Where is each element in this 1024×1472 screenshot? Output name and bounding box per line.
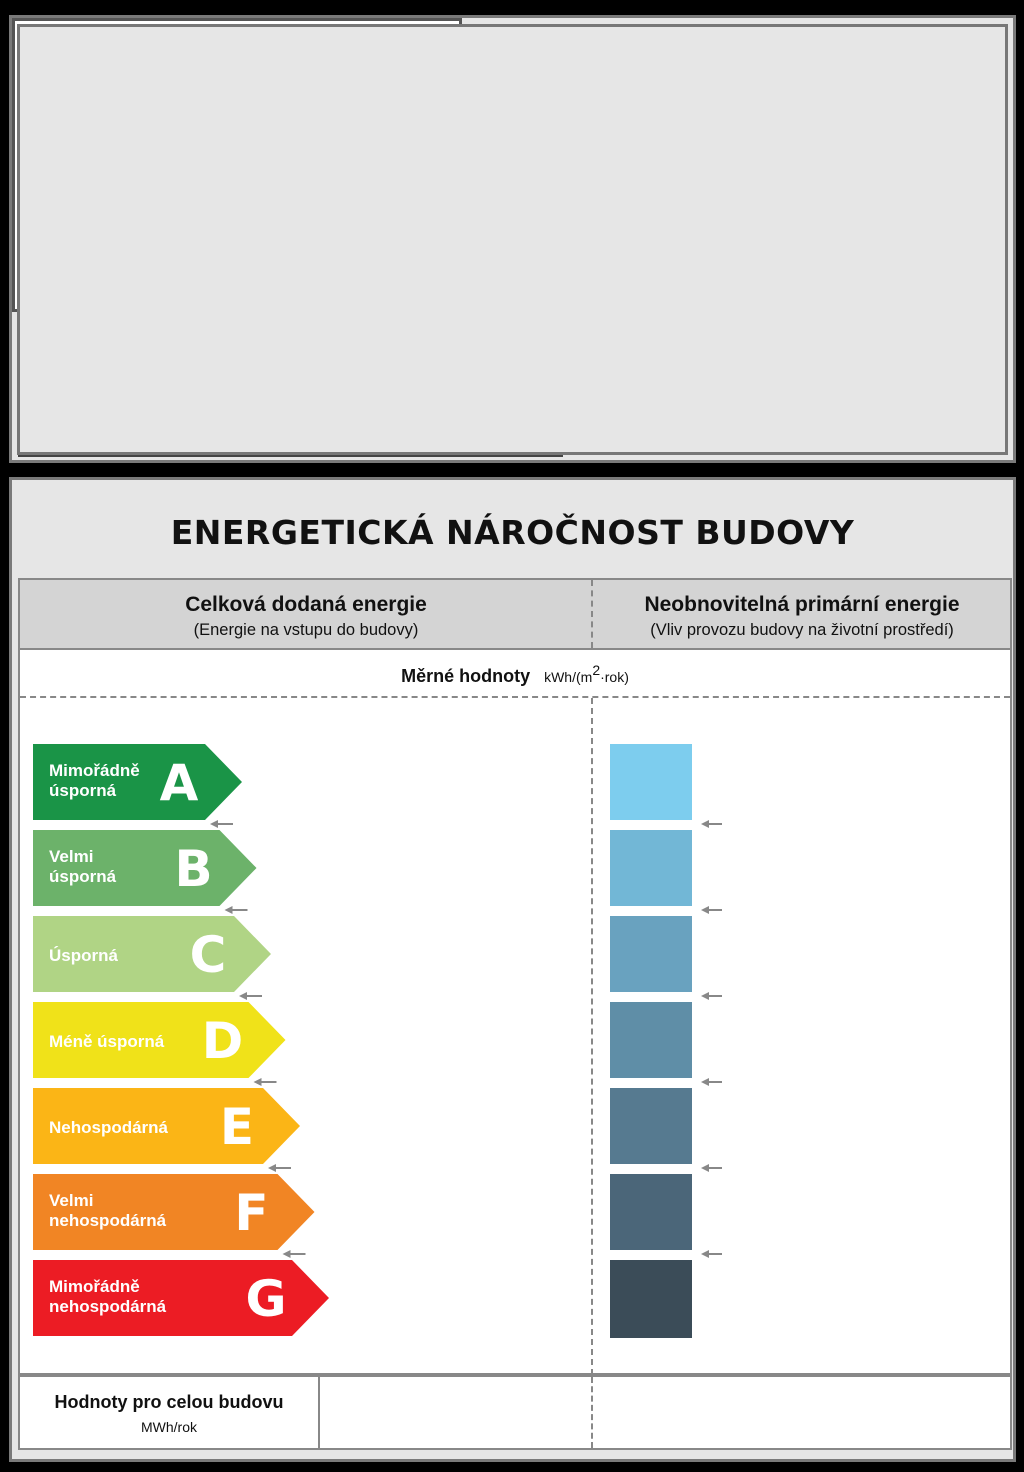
rating-scale-graphic xyxy=(20,650,1010,1375)
class-b-label-line1: Velmi xyxy=(49,847,94,866)
totals-row xyxy=(18,1375,1012,1450)
primary-scale-segment-1 xyxy=(610,744,692,820)
class-d-label: Méně úsporná xyxy=(49,1032,165,1051)
class-e-letter: E xyxy=(219,1098,255,1156)
class-d-letter: D xyxy=(201,1012,244,1070)
class-a-label-line1: Mimořádně xyxy=(49,761,140,780)
boundary-marker-head-4-primary xyxy=(701,1078,709,1086)
boundary-marker-head-f-delivered xyxy=(283,1250,291,1258)
building-photo-placeholder xyxy=(17,24,1008,455)
boundary-marker-head-a-delivered xyxy=(210,820,218,828)
primary-scale-segment-6 xyxy=(610,1174,692,1250)
class-f-label-line2: nehospodárná xyxy=(49,1211,167,1230)
class-b-label-line2: úsporná xyxy=(49,867,117,886)
delivered-energy-header xyxy=(20,580,592,648)
totals-unit: MWh/rok xyxy=(141,1419,197,1435)
class-b-letter: B xyxy=(174,840,213,898)
primary-scale-segment-2 xyxy=(610,830,692,906)
totals-divider xyxy=(591,1377,593,1448)
boundary-marker-head-b-delivered xyxy=(225,906,233,914)
specific-values-unit: kWh/$(m^2\cdot rok)$ xyxy=(544,662,629,685)
boundary-marker-head-e-delivered xyxy=(268,1164,276,1172)
delivered-energy-heading: Celková dodaná energie xyxy=(185,593,427,616)
boundary-marker-head-3-primary xyxy=(701,992,709,1000)
class-c-label: Úsporná xyxy=(49,946,118,965)
primary-energy-subheading: (Vliv provozu budovy na životní prostředí) xyxy=(650,621,954,639)
primary-scale-segment-4 xyxy=(610,1002,692,1078)
building-photo-frame xyxy=(12,18,462,312)
totals-label-cell xyxy=(20,1377,320,1448)
primary-energy-heading: Neobnovitelná primární energie xyxy=(644,593,960,616)
primary-scale-segment-3 xyxy=(610,916,692,992)
energy-title: ENERGETICKÁ NÁROČNOST BUDOVY xyxy=(170,513,855,552)
boundary-marker-head-2-primary xyxy=(701,906,709,914)
class-e-label: Nehospodárná xyxy=(49,1118,169,1137)
class-a-letter: A xyxy=(159,754,199,812)
boundary-marker-head-c-delivered xyxy=(239,992,247,1000)
totals-delivered-value-cell[interactable] xyxy=(320,1377,590,1448)
totals-primary-value-cell[interactable] xyxy=(594,1377,1010,1448)
class-g-label-line2: nehospodárná xyxy=(49,1297,167,1316)
certificate-header-panel xyxy=(9,15,1016,463)
class-c-letter: C xyxy=(189,926,227,984)
delivered-energy-subheading: (Energie na vstupu do budovy) xyxy=(193,621,419,639)
boundary-marker-head-6-primary xyxy=(701,1250,709,1258)
column-header-row xyxy=(18,578,1012,650)
primary-scale-segment-7 xyxy=(610,1260,692,1338)
boundary-marker-head-1-primary xyxy=(701,820,709,828)
energy-performance-panel xyxy=(9,477,1016,1462)
primary-energy-header xyxy=(592,580,1012,648)
class-f-letter: F xyxy=(234,1184,269,1242)
specific-values-label: Měrné hodnoty xyxy=(401,666,531,686)
class-a-label-line2: úsporná xyxy=(49,781,117,800)
class-g-label-line1: Mimořádně xyxy=(49,1277,140,1296)
totals-label: Hodnoty pro celou budovu xyxy=(54,1392,284,1412)
class-g-letter: G xyxy=(245,1270,287,1328)
boundary-marker-head-d-delivered xyxy=(254,1078,262,1086)
boundary-marker-head-5-primary xyxy=(701,1164,709,1172)
class-f-label-line1: Velmi xyxy=(49,1191,94,1210)
primary-scale-segment-5 xyxy=(610,1088,692,1164)
rating-chart-box xyxy=(18,650,1012,1375)
